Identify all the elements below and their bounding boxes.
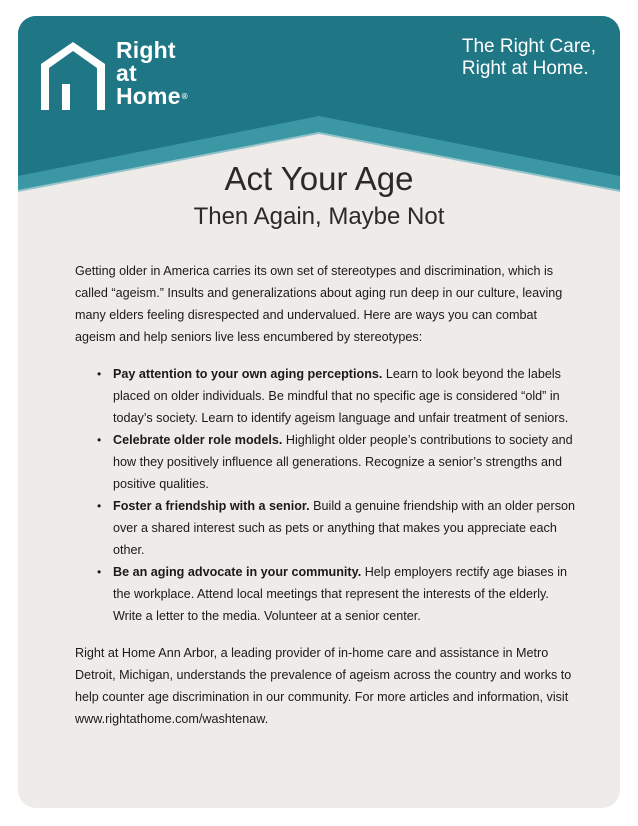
logo-wordmark xyxy=(116,39,188,108)
logo-line-3: Home xyxy=(116,83,181,109)
tagline-line-2: Right at Home. xyxy=(461,58,589,79)
tip-text: Build a genuine friendship with an older person over a shared interest such as pets or anything that makes you appreciate each other. xyxy=(113,499,575,557)
tip-text: Help employers rectify age biases in the workplace. Attend local meetings that represent the interests of the elderly. Write a letter to the media. Volunteer at a senior center. xyxy=(113,565,567,623)
house-icon xyxy=(38,38,108,112)
page-subtitle: Then Again, Maybe Not xyxy=(193,203,445,230)
bullet-icon: • xyxy=(97,565,102,579)
list-item xyxy=(75,429,575,495)
document-page xyxy=(18,16,620,808)
bullet-icon: • xyxy=(97,433,102,447)
list-item xyxy=(75,363,575,429)
logo-line-1: Right xyxy=(116,37,176,63)
tip-heading: Celebrate older role models. xyxy=(113,433,283,447)
tips-list xyxy=(75,363,575,627)
list-item xyxy=(75,561,575,627)
list-item xyxy=(75,495,575,561)
page-title: Act Your Age xyxy=(224,160,414,197)
intro-paragraph: Getting older in America carries its own set of stereotypes and discrimination, which is called “ageism.” Insults and generalizations about aging run deep in our culture, leaving many elders feeling disrespected and undervalued. Here are ways you can combat ageism and help seniors live less encumbered by stereotypes: xyxy=(75,264,563,344)
tagline xyxy=(462,36,596,80)
closing-paragraph: Right at Home Ann Arbor, a leading provider of in-home care and assistance in Metro Detroit, Michigan, understands the prevalence of ageism across the country and works to help counter age discrimination in our community. For more articles and information, visit www.rightathome.com/washtenaw. xyxy=(75,646,572,726)
tip-heading: Pay attention to your own aging perceptions. xyxy=(113,367,383,381)
bullet-icon: • xyxy=(97,367,102,381)
tip-text: Learn to look beyond the labels placed on older individuals. Be mindful that no specific age is considered “old” in today’s society. Learn to identify ageism language and unfair treatment of seniors. xyxy=(113,367,569,425)
logo-line-2: at xyxy=(116,60,137,86)
bullet-icon: • xyxy=(97,499,102,513)
tip-heading: Foster a friendship with a senior. xyxy=(113,499,310,513)
article-body xyxy=(75,260,575,730)
tip-text: Highlight older people’s contributions to society and how they positively influence all generations. Recognize a senior’s strengths and positive qualities. xyxy=(113,433,573,491)
registered-mark: ® xyxy=(181,92,188,101)
tip-heading: Be an aging advocate in your community. xyxy=(113,565,362,579)
tagline-line-1: The Right Care, xyxy=(461,36,596,57)
brand-logo xyxy=(38,38,238,128)
